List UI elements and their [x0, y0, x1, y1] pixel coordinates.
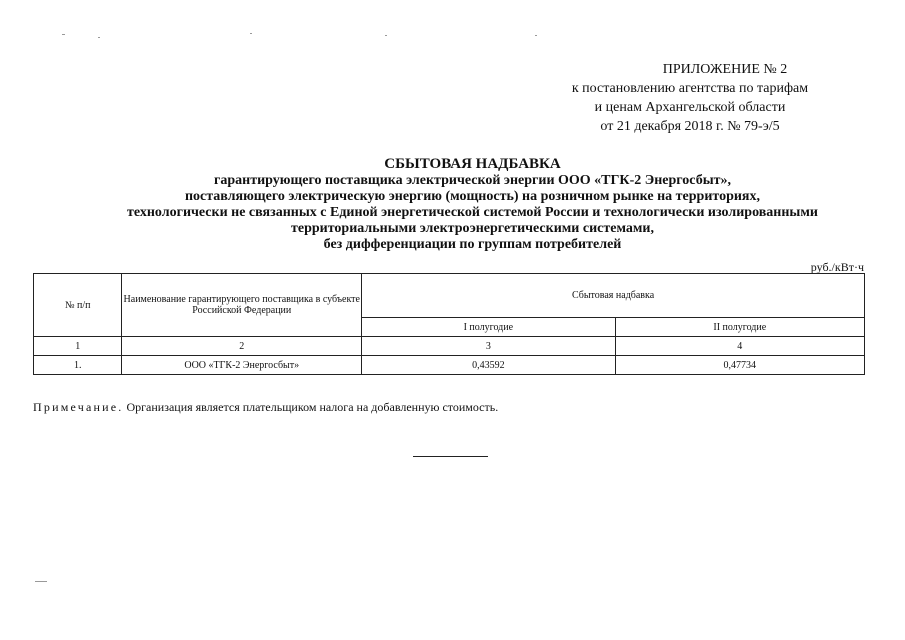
appendix-number: ПРИЛОЖЕНИЕ № 2: [662, 62, 788, 77]
index-cell: 1: [34, 337, 122, 356]
document-title: [20, 156, 905, 253]
scan-speck: [62, 34, 65, 35]
index-cell: 4: [615, 337, 864, 356]
index-cell: 3: [362, 337, 615, 356]
title-line: поставляющего электрическую энергию (мощность) на розничном рынке на территориях,: [184, 189, 761, 204]
title-line: гарантирующего поставщика электрической энергии ООО «ТГК-2 Энергосбыт»,: [214, 173, 731, 188]
scan-speck: [385, 35, 387, 36]
header-supplier-name: Наименование гарантирующего поставщика в субъекте Российской Федерации: [122, 274, 362, 337]
row-half2-value: 0,47734: [615, 356, 864, 375]
title-heading: СБЫТОВАЯ НАДБАВКА: [384, 156, 561, 172]
header-half2: II полугодие: [615, 318, 864, 337]
unit-label: руб./кВт·ч: [810, 260, 864, 274]
end-divider: [413, 456, 488, 457]
appendix-header: [540, 60, 840, 136]
table-row: [34, 356, 865, 375]
index-cell: 2: [122, 337, 362, 356]
table-index-row: [34, 337, 865, 356]
scan-speck: [250, 33, 252, 34]
appendix-date-line: от 21 декабря 2018 г. № 79-э/5: [600, 119, 780, 134]
title-line: технологически не связанных с Единой энергетической системой России и технологически изолированными: [127, 205, 818, 220]
title-line: без дифференциации по группам потребителей: [323, 237, 622, 252]
header-num: № п/п: [34, 274, 122, 337]
tariff-table: [33, 273, 865, 375]
row-half1-value: 0,43592: [362, 356, 615, 375]
scan-speck: [535, 35, 537, 36]
scan-speck: [98, 37, 100, 38]
note-label: Примечание.: [33, 400, 124, 414]
note-text: Организация является плательщиком налога на добавленную стоимость.: [123, 400, 499, 414]
table-header-row: [34, 274, 865, 318]
header-markup: Сбытовая надбавка: [362, 274, 865, 318]
row-supplier-name: ООО «ТГК-2 Энергосбыт»: [122, 356, 362, 375]
appendix-ref-line: и ценам Архангельской области: [594, 100, 786, 115]
appendix-ref-line: к постановлению агентства по тарифам: [571, 81, 809, 96]
row-num: 1.: [34, 356, 122, 375]
header-half1: I полугодие: [362, 318, 615, 337]
note: [33, 400, 498, 415]
title-line: территориальными электроэнергетическими системами,: [291, 221, 654, 236]
scan-speck: [35, 581, 47, 582]
